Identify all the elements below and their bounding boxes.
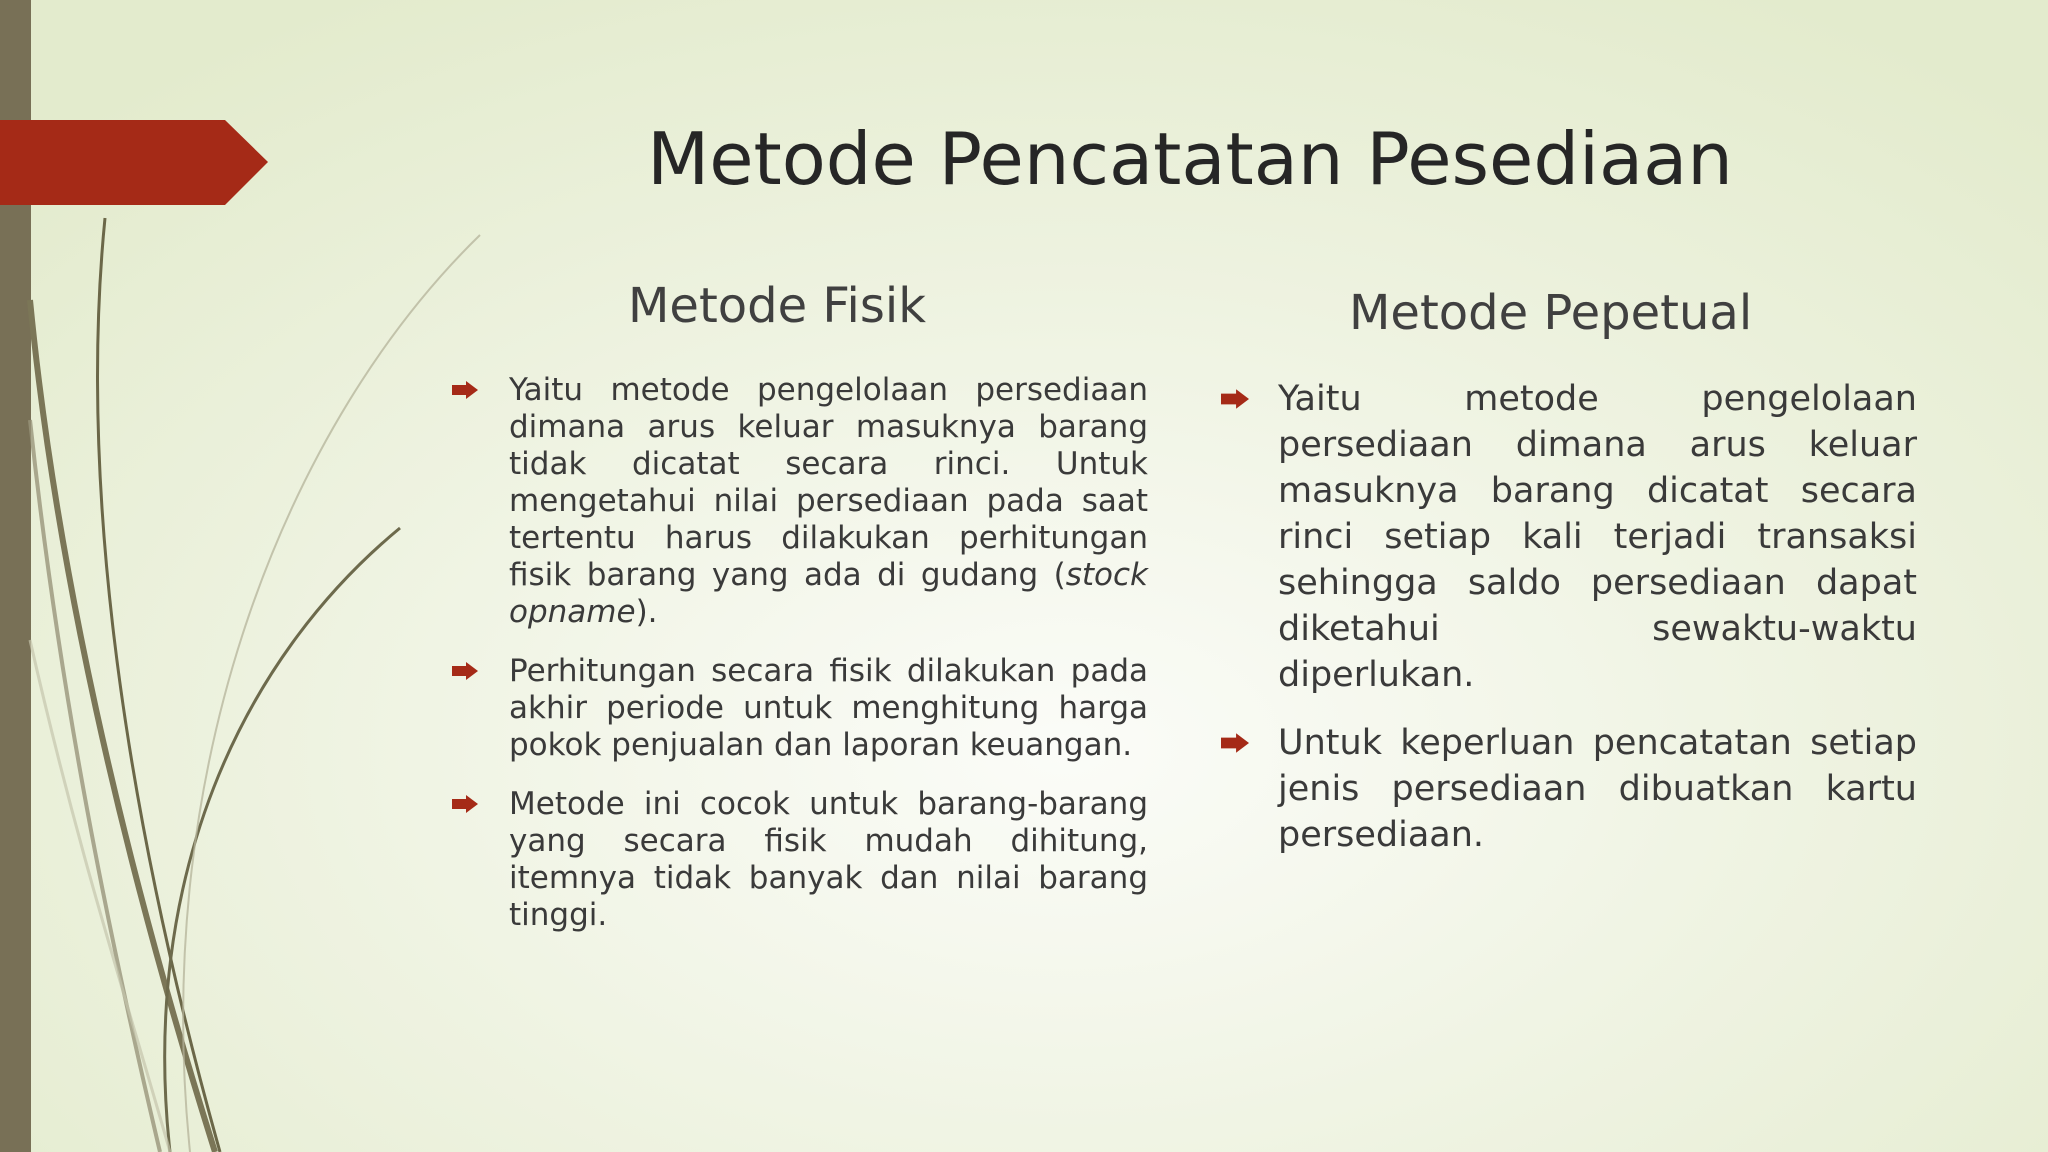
- list-item: [1221, 376, 1917, 698]
- list-item: [1221, 720, 1917, 858]
- arrow-right-bullet-icon: [452, 662, 478, 680]
- slide-title: Metode Pencatatan Pesediaan: [647, 117, 1733, 201]
- list-item: [452, 786, 1148, 934]
- bullet-text-end: ).: [635, 594, 658, 630]
- arrow-right-bullet-icon: [452, 381, 478, 399]
- metode-pepetual-bullet-list: [1221, 376, 1917, 880]
- bullet-italic-term: stock opname: [509, 557, 1148, 630]
- bullet-text: Perhitungan secara fisik dilakukan pada akhir periode untuk menghitung harga pokok penjualan dan laporan keuangan.: [509, 653, 1148, 763]
- bullet-text: Yaitu metode pengelolaan persediaan dimana arus keluar masuknya barang tidak dicatat secara rinci. Untuk mengetahui nilai persediaan pada saat tertentu harus dilakukan perhitungan fisik barang yang ada di gudang (: [509, 372, 1148, 593]
- arrow-right-bullet-icon: [1221, 389, 1249, 409]
- bullet-text: Metode ini cocok untuk barang-barang yang secara fisik mudah dihitung, itemnya tidak banyak dan nilai barang tinggi.: [509, 786, 1148, 933]
- arrow-right-bullet-icon: [1221, 733, 1249, 753]
- title-accent-tab: [0, 120, 268, 205]
- metode-fisik-bullet-list: [452, 372, 1148, 956]
- bullet-text: Yaitu metode pengelolaan persediaan dimana arus keluar masuknya barang dicatat secara rinci setiap kali terjadi transaksi sehingga saldo persediaan dapat diketahui sewaktu-waktu diperlukan.: [1278, 379, 1917, 695]
- arrow-right-bullet-icon: [452, 795, 478, 813]
- bullet-text: Untuk keperluan pencatatan setiap jenis persediaan dibuatkan kartu persediaan.: [1278, 723, 1917, 855]
- list-item: [452, 653, 1148, 764]
- list-item: [452, 372, 1148, 631]
- heading-metode-fisik: Metode Fisik: [628, 278, 926, 334]
- heading-metode-pepetual: Metode Pepetual: [1349, 285, 1753, 341]
